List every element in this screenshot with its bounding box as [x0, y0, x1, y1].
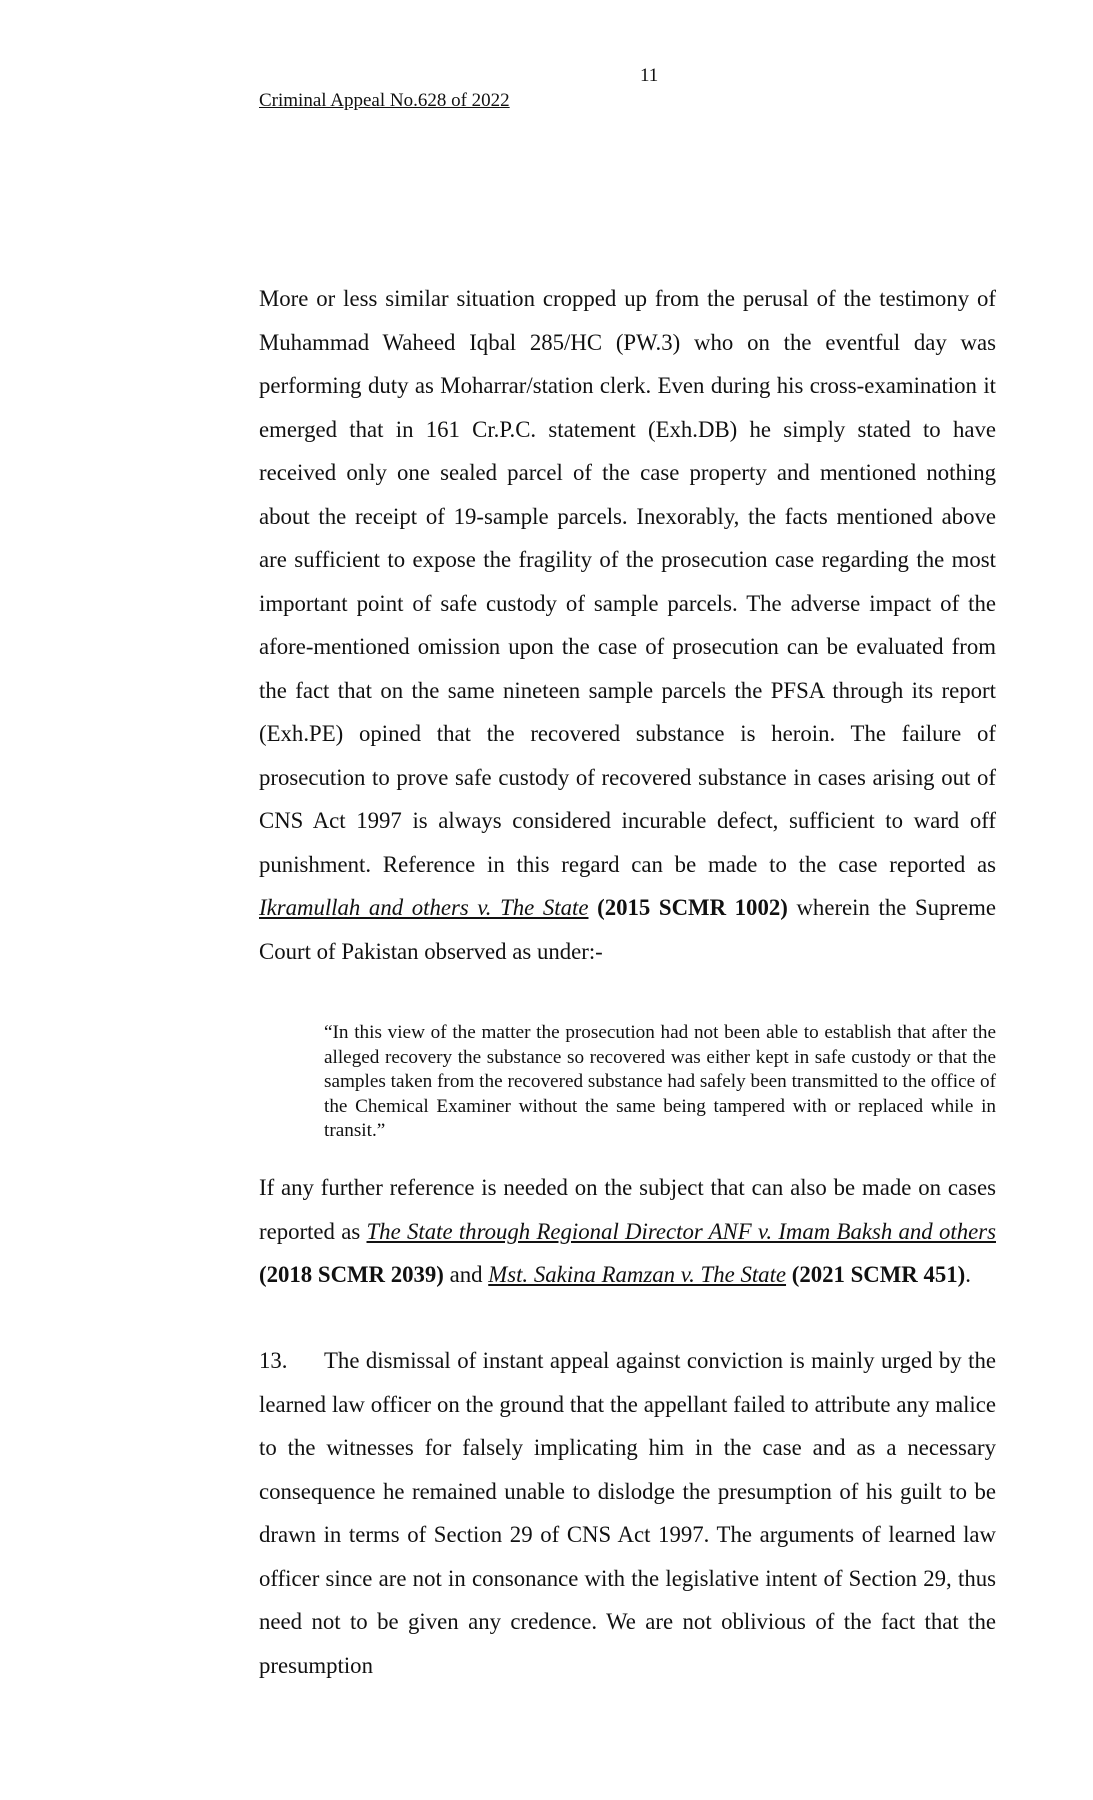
case-reference-imam-baksh: The State through Regional Director ANF v. Imam Baksh and others	[366, 1218, 996, 1244]
paragraph-text: and	[443, 1262, 489, 1287]
paragraph-text: The dismissal of instant appeal against conviction is mainly urged by the learned law officer on the ground that the appellant failed to attribute any malice to the witnesses for falsely implicating him in the case and as a necessary consequence he remained unable to dislodge the presumption of his guilt to be drawn in terms of Section 29 of CNS Act 1997. The arguments of learned law officer since are not in consonance with the legislative intent of Section 29, thus need not to be given any credence. We are not oblivious of the fact that the presumption	[259, 1348, 996, 1678]
case-reference-sakina-ramzan: Mst. Sakina Ramzan v. The State	[488, 1262, 787, 1287]
block-quote: “In this view of the matter the prosecution had not been able to establish that after the alleged recovery the substance so recovered was either kept in safe custody or that the samples taken from the recovered substance had safely been transmitted to the office of the Chemical Examiner without the same being tampered with or replaced while in transit.”	[324, 1022, 996, 1142]
paragraph-text: .	[965, 1262, 971, 1287]
citation-2018-scmr: (2018 SCMR 2039)	[259, 1262, 444, 1287]
citation-2015-scmr: (2015 SCMR 1002)	[597, 895, 788, 920]
paragraph-13	[259, 1339, 996, 1687]
paragraph-safe-custody	[259, 277, 996, 973]
page-number: 11	[640, 65, 659, 86]
paragraph-text: wherein the Supreme Court of Pakistan observed as under:-	[259, 895, 996, 964]
citation-2021-scmr: (2021 SCMR 451)	[791, 1262, 966, 1287]
paragraph-number: 13.	[259, 1348, 288, 1373]
case-title-header: Criminal Appeal No.628 of 2022	[259, 90, 510, 111]
paragraph-text: More or less similar situation cropped up from the perusal of the testimony of Muhammad Waheed Iqbal 285/HC (PW.3) who on the eventful day was performing duty as Moharrar/station clerk. Even during his cross-examination it emerged that in 161 Cr.P.C. statement (Exh.DB) he simply stated to have received only one sealed parcel of the case property and mentioned nothing about the receipt of 19-sample parcels. Inexorably, the facts mentioned above are sufficient to expose the fragility of the prosecution case regarding the most important point of safe custody of sample parcels. The adverse impact of the afore-mentioned omission upon the case of prosecution can be evaluated from the fact that on the same nineteen sample parcels the PFSA through its report (Exh.PE) opined that the recovered substance is heroin. The failure of prosecution to prove safe custody of recovered substance in cases arising out of CNS Act 1997 is always considered incurable defect, sufficient to ward off punishment. Reference in this regard can be made to the case reported as	[259, 286, 996, 877]
case-reference-ikramullah: Ikramullah and others v. The State	[259, 895, 589, 920]
paragraph-text: If any further reference is needed on the subject that can also be made on cases reported as	[259, 1175, 996, 1244]
paragraph-further-reference	[259, 1166, 996, 1297]
